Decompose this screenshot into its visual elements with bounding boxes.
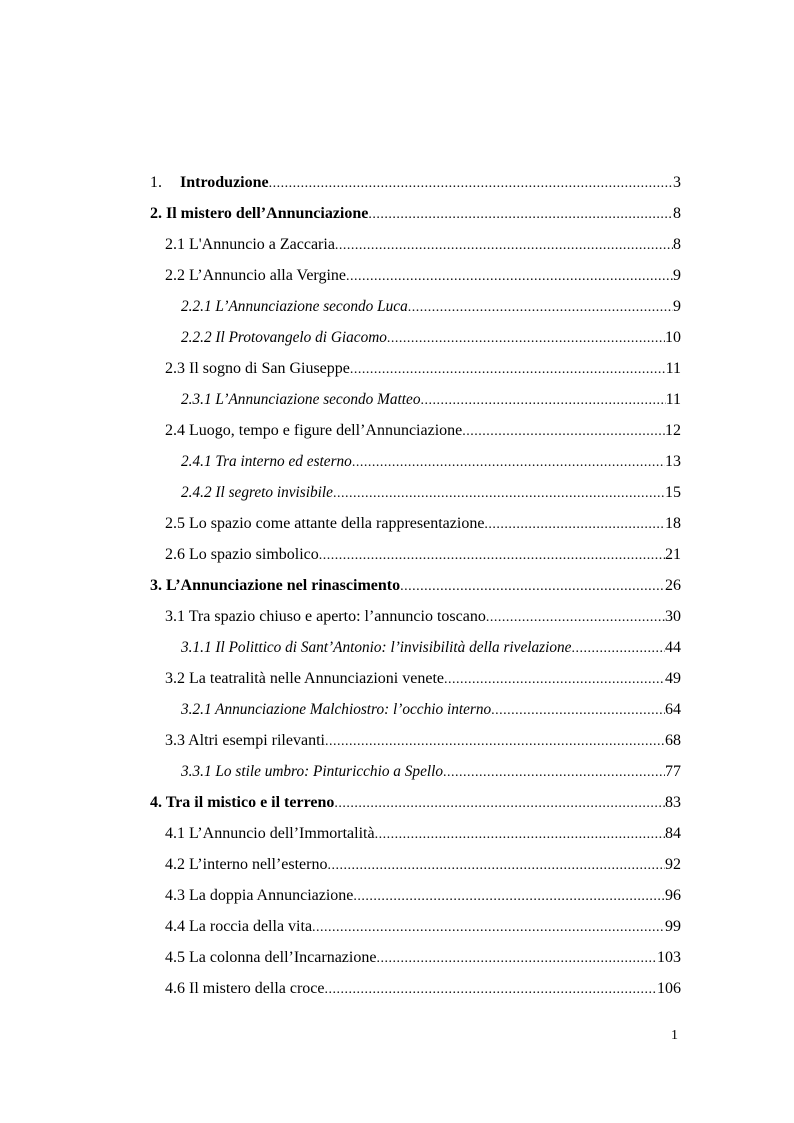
toc-entry-page: 8 xyxy=(673,236,681,253)
toc-entry-page: 15 xyxy=(665,484,681,501)
dot-leader xyxy=(376,943,657,974)
toc-entry-page: 49 xyxy=(665,670,681,687)
toc-entry-page: 3 xyxy=(673,174,681,191)
toc-entry-page: 10 xyxy=(665,329,681,346)
toc-entry-title xyxy=(165,880,353,911)
toc-entry-page: 44 xyxy=(665,639,681,656)
toc-entry-title xyxy=(165,849,327,880)
toc-entry[interactable] xyxy=(165,973,681,1004)
dot-leader xyxy=(484,509,665,540)
toc-entry-title-text: 2.3.1 L’Annunciazione secondo Matteo xyxy=(181,391,421,408)
toc-entry-page: 84 xyxy=(665,825,681,842)
toc-entry[interactable] xyxy=(165,725,681,756)
toc-entry-title xyxy=(150,167,269,198)
toc-entry[interactable] xyxy=(165,229,681,260)
dot-leader xyxy=(352,447,665,478)
dot-leader xyxy=(491,695,665,726)
toc-entry-title xyxy=(181,756,443,787)
toc-entry-page: 106 xyxy=(657,980,681,997)
toc-entry-title-text: 4.2 L’interno nell’esterno xyxy=(165,856,328,873)
toc-entry-title-text: 2.4 Luogo, tempo e figure dell’Annunciazione xyxy=(165,422,463,439)
dot-leader xyxy=(462,416,665,447)
toc-entry[interactable] xyxy=(181,632,681,663)
toc-entry-title-text: 2.2.2 Il Protovangelo di Giacomo xyxy=(181,329,387,346)
toc-entry-title-text: 2.1 L'Annuncio a Zaccaria xyxy=(165,236,335,253)
dot-leader xyxy=(571,633,665,664)
toc-entry-title-text: 2.4.2 Il segreto invisibile xyxy=(181,484,333,501)
dot-leader xyxy=(325,974,658,1005)
dot-leader xyxy=(368,199,673,230)
toc-entry-title xyxy=(150,787,334,818)
dot-leader xyxy=(335,230,673,261)
dot-leader xyxy=(486,602,665,633)
toc-entry-title-text: 3.3.1 Lo stile umbro: Pinturicchio a Spello xyxy=(181,763,444,780)
toc-entry-title-text: 4. Tra il mistico e il terreno xyxy=(150,794,335,811)
toc-entry[interactable] xyxy=(150,787,681,818)
toc-entry-page: 77 xyxy=(665,763,681,780)
toc-entry[interactable] xyxy=(165,942,681,973)
toc-entry-title xyxy=(150,198,368,229)
toc-entry-title-text: 4.1 L’Annuncio dell’Immortalità xyxy=(165,825,375,842)
toc-entry-title xyxy=(165,942,376,973)
toc-entry[interactable] xyxy=(181,322,681,353)
toc-entry-title-text: 2. Il mistero dell’Annunciazione xyxy=(150,205,369,222)
dot-leader xyxy=(312,912,665,943)
toc-entry-title-text: 2.2.1 L’Annunciazione secondo Luca xyxy=(181,298,408,315)
toc-entry[interactable] xyxy=(181,756,681,787)
dot-leader xyxy=(387,323,665,354)
toc-entry-title xyxy=(181,322,387,353)
toc-entry-page: 9 xyxy=(673,267,681,284)
dot-leader xyxy=(420,385,665,416)
toc-entry-title xyxy=(165,229,335,260)
toc-entry-page: 103 xyxy=(657,949,681,966)
page-number: 1 xyxy=(671,1028,678,1043)
toc-entry-number: 1. xyxy=(150,174,162,191)
toc-entry-page: 13 xyxy=(665,453,681,470)
toc-entry-title-text: 3.2 La teatralità nelle Annunciazioni venete xyxy=(165,670,444,687)
toc-entry-title-text: 3.2.1 Annunciazione Malchiostro: l’occhio interno xyxy=(181,701,492,718)
toc-entry-title-text: 2.6 Lo spazio simbolico xyxy=(165,546,319,563)
toc-entry[interactable] xyxy=(150,167,681,198)
toc-entry[interactable] xyxy=(181,384,681,415)
toc-entry-title-text: 2.3 Il sogno di San Giuseppe xyxy=(165,360,350,377)
dot-leader xyxy=(325,726,665,757)
toc-entry-title xyxy=(165,539,319,570)
dot-leader xyxy=(444,664,665,695)
dot-leader xyxy=(269,168,673,199)
dot-leader xyxy=(333,478,665,509)
toc-entry-page: 64 xyxy=(665,701,681,718)
toc-entry-title-text: 2.5 Lo spazio come attante della rappresentazione xyxy=(165,515,485,532)
toc-entry-page: 96 xyxy=(665,887,681,904)
dot-leader xyxy=(350,354,666,385)
toc-entry-page: 83 xyxy=(665,794,681,811)
toc-entry-title xyxy=(165,353,350,384)
toc-entry[interactable] xyxy=(150,570,681,601)
toc-entry[interactable] xyxy=(165,539,681,570)
toc-entry[interactable] xyxy=(181,446,681,477)
toc-entry[interactable] xyxy=(165,849,681,880)
toc-entry-title-text: 3.1.1 Il Polittico di Sant’Antonio: l’invisibilità della rivelazione xyxy=(181,639,572,656)
dot-leader xyxy=(327,850,665,881)
toc-entry[interactable] xyxy=(165,353,681,384)
dot-leader xyxy=(400,571,665,602)
dot-leader xyxy=(334,788,665,819)
toc-entry-title-text: 4.5 La colonna dell’Incarnazione xyxy=(165,949,377,966)
toc-entry-title xyxy=(181,632,571,663)
toc-entry[interactable] xyxy=(165,260,681,291)
toc-entry-page: 26 xyxy=(665,577,681,594)
toc-entry-title-text: 4.3 La doppia Annunciazione xyxy=(165,887,354,904)
toc-entry-page: 21 xyxy=(665,546,681,563)
dot-leader xyxy=(353,881,665,912)
toc-entry[interactable] xyxy=(150,198,681,229)
toc-entry-title-text: 3.1 Tra spazio chiuso e aperto: l’annuncio toscano xyxy=(165,608,486,625)
toc-entry[interactable] xyxy=(165,601,681,632)
toc-entry-page: 18 xyxy=(665,515,681,532)
toc-entry-page: 11 xyxy=(665,391,681,408)
toc-entry-title-text: 3.3 Altri esempi rilevanti xyxy=(165,732,325,749)
toc-entry-title xyxy=(181,291,408,322)
toc-entry[interactable] xyxy=(165,911,681,942)
dot-leader xyxy=(375,819,665,850)
dot-leader xyxy=(346,261,673,292)
toc-entry-title-text: 4.6 Il mistero della croce xyxy=(165,980,325,997)
toc-entry-page: 11 xyxy=(665,360,681,377)
toc-entry-title xyxy=(181,477,333,508)
toc-entry-page: 8 xyxy=(673,205,681,222)
toc-entry-title xyxy=(165,973,325,1004)
toc-entry-title xyxy=(165,911,312,942)
toc-entry-title xyxy=(165,508,484,539)
toc-entry-page: 92 xyxy=(665,856,681,873)
toc-entry[interactable] xyxy=(181,291,681,322)
toc-entry[interactable] xyxy=(165,508,681,539)
toc-entry-title xyxy=(165,663,444,694)
toc-entry-title xyxy=(165,601,486,632)
toc-entry[interactable] xyxy=(181,694,681,725)
toc-entry[interactable] xyxy=(165,880,681,911)
toc-entry[interactable] xyxy=(165,415,681,446)
toc-entry[interactable] xyxy=(181,477,681,508)
toc-entry-title-text: Introduzione xyxy=(180,174,269,191)
dot-leader xyxy=(443,757,665,788)
toc-entry-title xyxy=(181,384,420,415)
toc-entry-title-text: 2.2 L’Annuncio alla Vergine xyxy=(165,267,347,284)
toc-entry-page: 9 xyxy=(673,298,681,315)
dot-leader xyxy=(319,540,665,571)
toc-entry-title xyxy=(165,415,462,446)
toc-entry-page: 68 xyxy=(665,732,681,749)
toc-entry-page: 30 xyxy=(665,608,681,625)
toc-entry[interactable] xyxy=(165,663,681,694)
toc-entry-page: 99 xyxy=(665,918,681,935)
toc-entry-title xyxy=(165,260,346,291)
toc-entry-title xyxy=(181,694,491,725)
toc-entry-title-text: 4.4 La roccia della vita xyxy=(165,918,313,935)
toc-entry-title-text: 3. L’Annunciazione nel rinascimento xyxy=(150,577,401,594)
toc-entry[interactable] xyxy=(165,818,681,849)
toc-entry-title xyxy=(165,818,375,849)
toc-entry-title-text: 2.4.1 Tra interno ed esterno xyxy=(181,453,352,470)
dot-leader xyxy=(408,292,673,323)
toc-entry-title xyxy=(150,570,400,601)
toc-entry-page: 12 xyxy=(665,422,681,439)
toc-entry-title xyxy=(181,446,352,477)
toc-entry-title xyxy=(165,725,325,756)
